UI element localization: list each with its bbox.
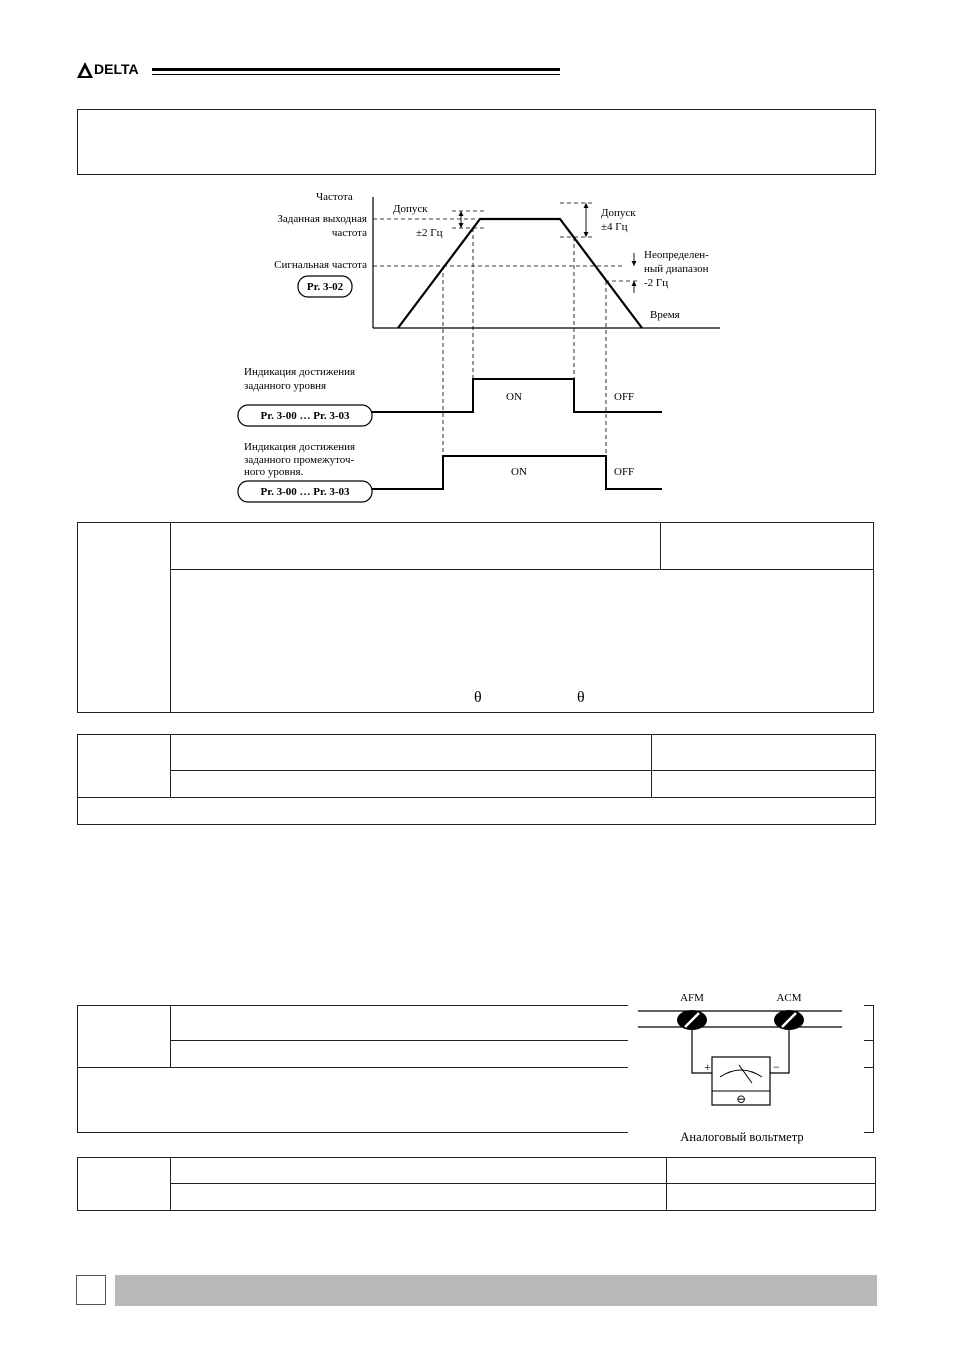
tolerance-right-value: ±4 Гц [601,221,628,233]
tolerance-right-label: Допуск [601,207,636,219]
signal2-label-1: Индикация достижения [244,441,356,453]
signal1-on: ON [506,391,522,403]
acm-terminal-icon [774,1010,804,1030]
page-number-box [76,1275,106,1305]
signal2-label-3: ного уровня. [244,466,304,478]
signal1-label-2: заданного уровня [244,380,327,392]
tolerance-left-value: ±2 Гц [416,227,443,239]
brand-name: DELTA [94,61,139,77]
delta-triangle-icon [76,61,94,79]
signal1-label-1: Индикация достижения [244,366,356,378]
afm-label: AFM [680,992,704,1004]
signal2-param: Pr. 3-00 … Pr. 3-03 [260,486,350,498]
signal1-off: OFF [614,391,635,403]
signal-freq-label: Сигнальная частота [274,259,367,271]
delta-logo [76,58,148,82]
target-freq-label-1: Заданная выходная [277,213,367,225]
undefined-range-3: -2 Гц [644,277,669,289]
meter-symbol: ⊖ [735,1092,747,1106]
undefined-range-2: ный диапазон [644,263,709,275]
plus-sign: + [704,1060,711,1074]
parameter-header-box [77,109,876,175]
acm-label: ACM [776,992,802,1004]
footer-bar [115,1275,877,1306]
afm-terminal-icon [677,1010,707,1030]
freq-axis-label: Частота [316,191,353,203]
tolerance-left-label: Допуск [393,203,428,215]
timing-diagram [230,185,730,510]
voltmeter-caption: Аналоговый вольтметр [680,1130,804,1144]
theta-symbol-1: θ [474,689,482,706]
target-freq-label-2: частота [331,227,367,239]
signal2-label-2: заданного промежуточ- [244,454,355,466]
signal2-off: OFF [614,466,635,478]
undefined-range-1: Неопределен- [644,249,709,261]
signal-freq-param: Pr. 3-02 [306,281,344,293]
voltmeter-icon [712,1057,770,1106]
minus-sign: − [773,1060,780,1074]
header-rule-thick [152,68,560,71]
voltmeter-diagram [628,985,864,1160]
signal2-on: ON [511,466,527,478]
header-rule-thin [152,74,560,75]
theta-symbol-2: θ [577,689,585,706]
signal1-param: Pr. 3-00 … Pr. 3-03 [260,410,350,422]
time-label: Время [650,309,680,321]
